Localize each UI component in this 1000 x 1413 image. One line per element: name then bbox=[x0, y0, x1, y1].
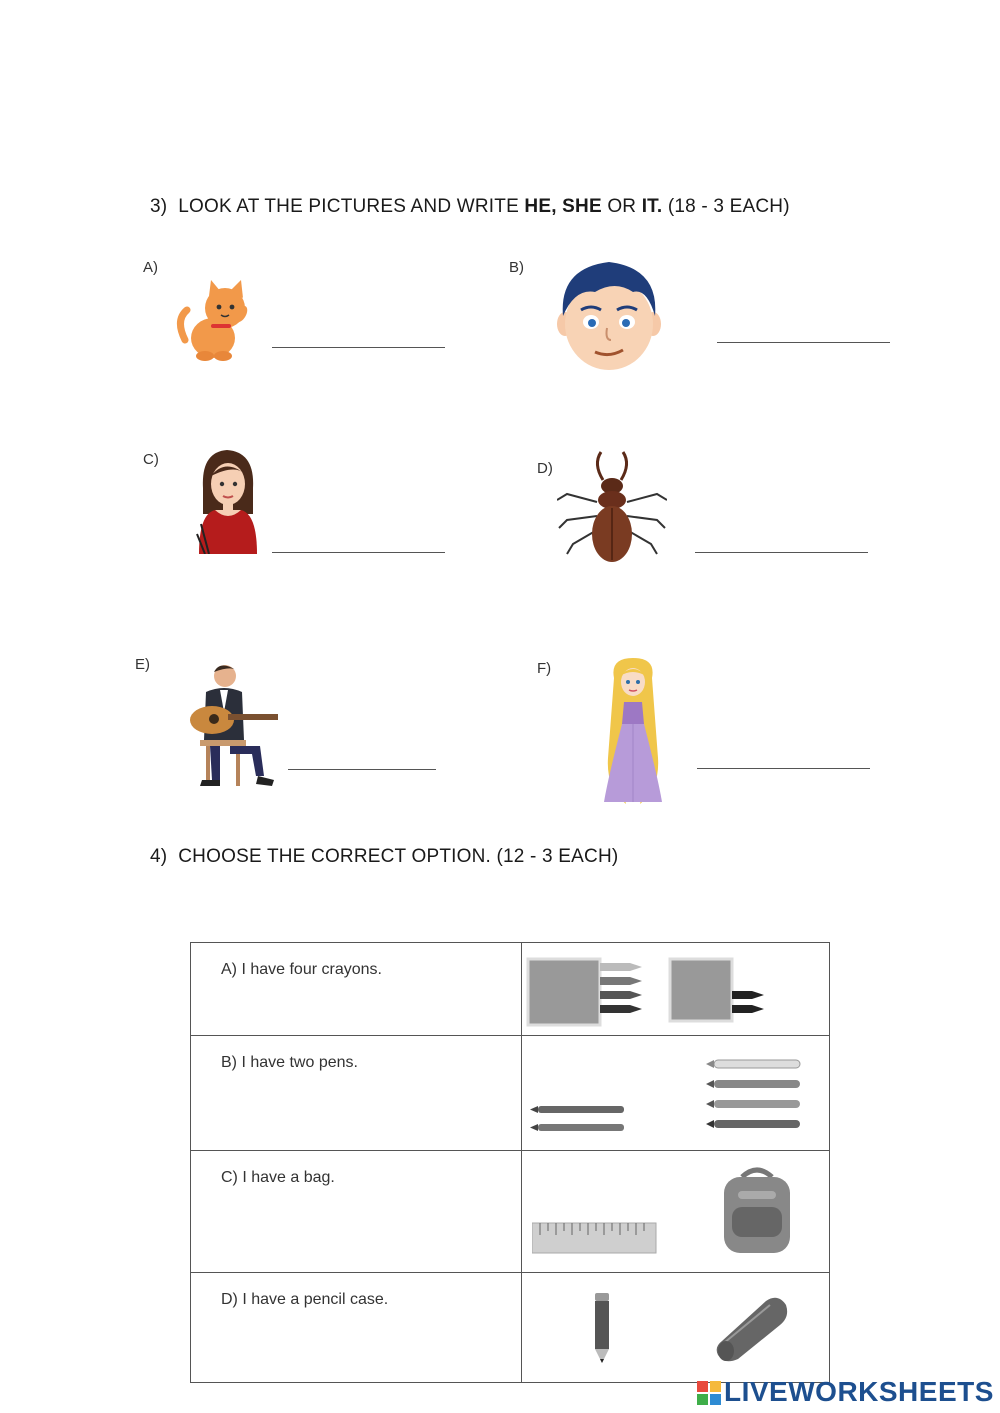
statement-d: D) I have a pencil case. bbox=[191, 1273, 522, 1383]
princess-icon bbox=[600, 658, 666, 808]
item-d-letter: D) bbox=[537, 460, 553, 477]
liveworksheets-brand: LIVEWORKSHEETS bbox=[724, 1376, 994, 1407]
section3-number: 3) bbox=[150, 196, 168, 217]
boy-face-icon bbox=[555, 258, 663, 372]
table-row bbox=[191, 1151, 830, 1273]
pencil-icon[interactable] bbox=[592, 1293, 612, 1365]
item-f-letter: F) bbox=[537, 660, 552, 677]
statement-a: A) I have four crayons. bbox=[191, 943, 522, 1036]
item-a-letter: A) bbox=[143, 259, 158, 276]
box-two-crayons-icon[interactable] bbox=[668, 957, 768, 1029]
four-pens-icon[interactable] bbox=[706, 1054, 802, 1134]
options-cell-d bbox=[522, 1273, 830, 1383]
answer-d-input[interactable] bbox=[695, 526, 868, 553]
cat-icon bbox=[175, 280, 255, 362]
section4-title-text: CHOOSE THE CORRECT OPTION. (12 - 3 EACH) bbox=[178, 846, 619, 867]
guitar-man-icon bbox=[180, 662, 280, 790]
ruler-icon[interactable] bbox=[532, 1221, 658, 1255]
answer-b-input[interactable] bbox=[717, 316, 890, 343]
statement-c: C) I have a bag. bbox=[191, 1151, 522, 1273]
item-e-letter: E) bbox=[135, 656, 150, 673]
section3-points: (18 - 3 EACH) bbox=[662, 196, 790, 217]
item-b-letter: B) bbox=[509, 259, 524, 276]
backpack-icon[interactable] bbox=[718, 1167, 796, 1255]
options-table bbox=[190, 942, 830, 1383]
section3-title bbox=[150, 196, 790, 218]
woman-icon bbox=[195, 448, 263, 554]
section3-title-mid: OR bbox=[601, 196, 642, 217]
options-cell-a bbox=[522, 943, 830, 1036]
section3-bold-he-she: HE, SHE bbox=[524, 196, 602, 217]
two-pens-icon[interactable] bbox=[530, 1100, 630, 1140]
answer-a-input[interactable] bbox=[272, 321, 445, 348]
table-row bbox=[191, 1036, 830, 1151]
options-cell-c bbox=[522, 1151, 830, 1273]
answer-e-input[interactable] bbox=[288, 743, 436, 770]
answer-c-input[interactable] bbox=[272, 526, 445, 553]
table-row bbox=[191, 943, 830, 1036]
table-row bbox=[191, 1273, 830, 1383]
section3-bold-it: IT. bbox=[641, 196, 663, 217]
section4-number: 4) bbox=[150, 846, 168, 867]
beetle-icon bbox=[557, 450, 667, 568]
liveworksheets-logo-icon bbox=[697, 1381, 721, 1405]
statement-b: B) I have two pens. bbox=[191, 1036, 522, 1151]
answer-f-input[interactable] bbox=[697, 742, 870, 769]
box-four-crayons-icon[interactable] bbox=[526, 957, 646, 1029]
section4-title bbox=[150, 846, 618, 868]
pencil-case-icon[interactable] bbox=[714, 1293, 790, 1363]
item-c-letter: C) bbox=[143, 451, 159, 468]
options-cell-b bbox=[522, 1036, 830, 1151]
section3-title-start: LOOK AT THE PICTURES AND WRITE bbox=[178, 196, 525, 217]
